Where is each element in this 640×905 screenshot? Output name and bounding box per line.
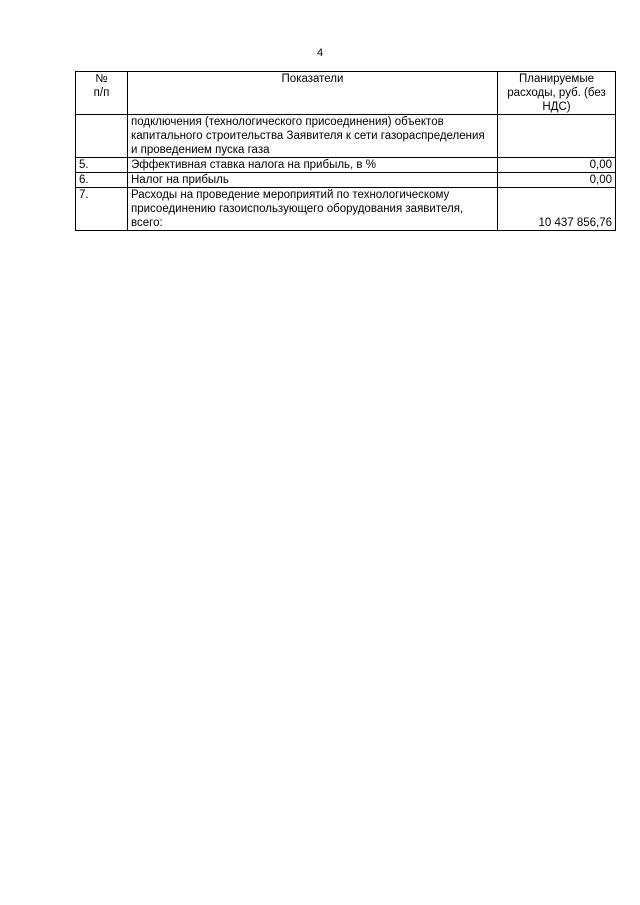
header-planned-label: Планируемые расходы, руб. (без НДС) [507,73,606,113]
table-row [76,173,616,188]
continuation-value-cell [498,115,616,158]
row-name: Эффективная ставка налога на прибыль, в % [128,158,498,173]
continuation-text: подключения (технологического присоединения) объектов капитального строительства Заявителя к сети газораспределения и проведением пуска газа [128,115,498,158]
row-name: Расходы на проведение мероприятий по технологическому присоединению газоиспользующего оборудования заявителя, всего: [128,188,498,231]
row-num: 7. [76,188,128,231]
row-num: 5. [76,158,128,173]
expenses-table [75,71,616,231]
table-row [76,188,616,231]
row-value: 0,00 [498,173,616,188]
row-name: Налог на прибыль [128,173,498,188]
row-value: 0,00 [498,158,616,173]
page-number: 4 [316,47,324,59]
header-indicator: Показатели [128,72,498,115]
table-header-row [76,72,616,115]
table-row-continuation [76,115,616,158]
row-value: 10 437 856,76 [498,188,616,231]
continuation-num-cell [76,115,128,158]
header-planned [498,72,616,115]
header-num-label: № п/п [93,73,110,99]
table-row [76,158,616,173]
header-num [76,72,128,115]
row-num: 6. [76,173,128,188]
